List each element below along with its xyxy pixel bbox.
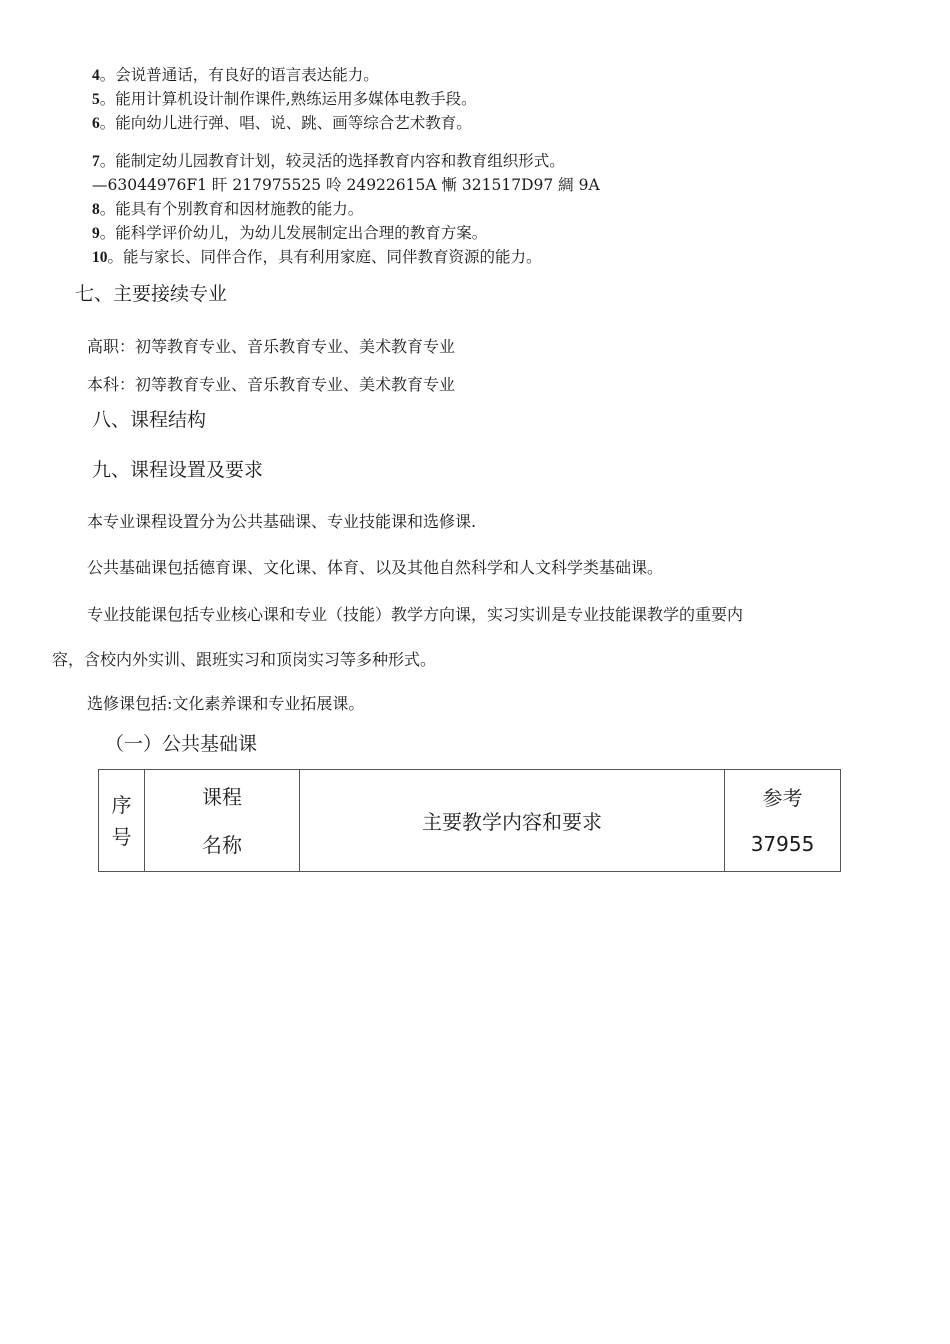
benke-line: 本科：初等教育专业、音乐教育专业、美术教育专业 — [87, 375, 456, 394]
gaozhi-line: 高职：初等教育专业、音乐教育专业、美术教育专业 — [87, 337, 456, 356]
table-header-row — [99, 770, 841, 872]
list-item-6: 6。能向幼儿进行弹、唱、说、跳、画等综合艺术教育。 — [92, 114, 472, 132]
paragraph-4: 选修课包括:文化素养课和专业拓展课。 — [87, 694, 365, 713]
list-item-8: 8。能具有个别教育和因材施教的能力。 — [92, 200, 364, 218]
course-table — [98, 769, 841, 872]
paragraph-2: 公共基础课包括德育课、文化课、体育、以及其他自然科学和人文科学类基础课。 — [87, 558, 664, 577]
list-item-7: 7。能制定幼儿园教育计划，较灵活的选择教育内容和教育组织形式。 — [92, 152, 565, 170]
header-cell-reference: 参考 37955 — [725, 770, 841, 872]
section-9-heading: 九、课程设置及要求 — [92, 459, 264, 481]
section-7-heading: 七、主要接续专业 — [75, 283, 228, 305]
list-item-5: 5。能用计算机设计制作课件,熟练运用多媒体电教手段。 — [92, 90, 477, 108]
list-item-10: 10。能与家长、同伴合作，具有利用家庭、同伴教育资源的能力。 — [92, 248, 542, 266]
header-cell-content: 主要教学内容和要求 — [300, 770, 725, 872]
subsection-1-heading: （一）公共基础课 — [105, 733, 258, 755]
paragraph-3-line-2: 容，含校内外实训、跟班实习和顶岗实习等多种形式。 — [52, 650, 437, 669]
garbled-line: —63044976F1 盰 217975525 呤 24922615A 慚 321517D97 綢 9A — [92, 176, 600, 194]
list-item-9: 9。能科学评价幼儿，为幼儿发展制定出合理的教育方案。 — [92, 224, 488, 242]
paragraph-3-line-1: 专业技能课包括专业核心课和专业（技能）教学方向课，实习实训是专业技能课教学的重要内 — [87, 605, 744, 624]
header-cell-course-name: 课程 名称 — [145, 770, 300, 872]
paragraph-1: 本专业课程设置分为公共基础课、专业技能课和选修课. — [87, 512, 477, 531]
header-cell-index: 序 号 — [99, 770, 145, 872]
section-8-heading: 八、课程结构 — [92, 409, 207, 431]
list-item-4: 4。会说普通话，有良好的语言表达能力。 — [92, 66, 379, 84]
